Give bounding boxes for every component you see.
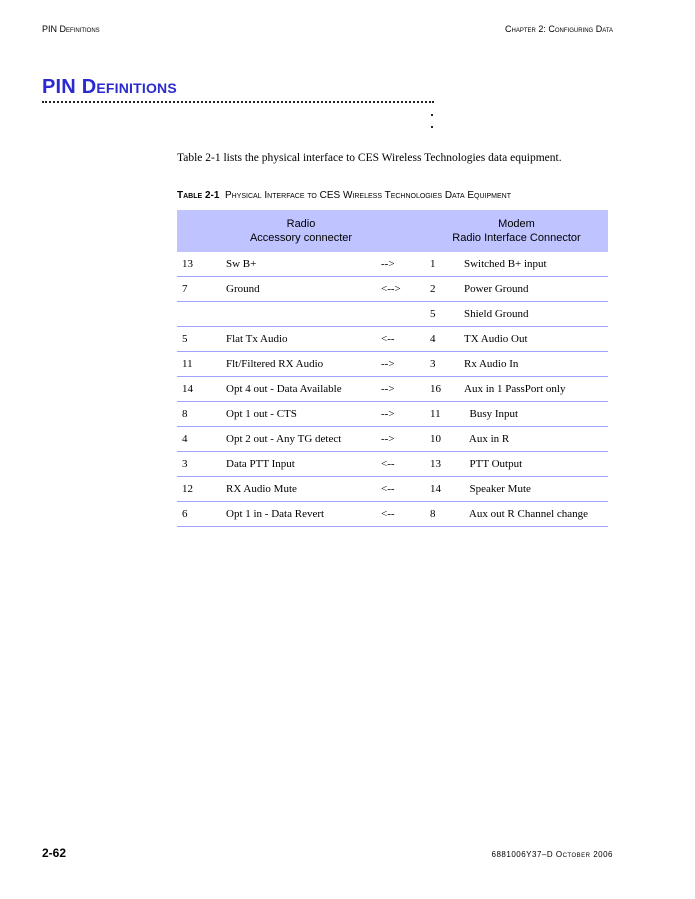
radio-signal-cell: Data PTT Input <box>221 452 376 477</box>
modem-signal-cell: PTT Output <box>459 452 608 477</box>
table-row <box>177 327 608 352</box>
table-body <box>177 252 608 527</box>
table-caption-number: Table 2-1 <box>177 190 220 201</box>
table-row <box>177 377 608 402</box>
radio-signal-cell: Opt 1 in - Data Revert <box>221 502 376 527</box>
radio-pin-cell: 4 <box>177 427 221 452</box>
radio-signal-cell: Ground <box>221 277 376 302</box>
modem-signal-cell: Speaker Mute <box>459 477 608 502</box>
header-modem <box>425 210 608 252</box>
direction-cell: <-- <box>376 502 425 527</box>
running-header-chapter: Chapter 2: Configuring Data <box>505 24 613 34</box>
direction-cell: <--> <box>376 277 425 302</box>
running-header-section: PIN Definitions <box>42 24 100 34</box>
header-radio <box>177 210 425 252</box>
table-row <box>177 252 608 277</box>
radio-pin-cell: 3 <box>177 452 221 477</box>
modem-signal-cell: Shield Ground <box>459 302 608 327</box>
modem-pin-cell: 1 <box>425 252 459 277</box>
modem-signal-cell: Power Ground <box>459 277 608 302</box>
radio-pin-cell: 8 <box>177 402 221 427</box>
table-header-row <box>177 210 608 252</box>
radio-pin-cell <box>177 302 221 327</box>
modem-pin-cell: 5 <box>425 302 459 327</box>
table-caption <box>177 190 511 201</box>
radio-signal-cell: Sw B+ <box>221 252 376 277</box>
modem-pin-cell: 2 <box>425 277 459 302</box>
modem-pin-cell: 4 <box>425 327 459 352</box>
table-row <box>177 277 608 302</box>
modem-signal-cell: Aux in 1 PassPort only <box>459 377 608 402</box>
modem-pin-cell: 8 <box>425 502 459 527</box>
header-radio-line1: Radio <box>286 218 316 230</box>
direction-cell: <-- <box>376 327 425 352</box>
rule-dot <box>431 126 433 128</box>
header-modem-line2: Radio Interface Connector <box>452 232 581 244</box>
modem-signal-cell: Aux out R Channel change <box>459 502 608 527</box>
intro-paragraph: Table 2-1 lists the physical interface to CES Wireless Technologies data equipment. <box>177 152 562 164</box>
table-row <box>177 427 608 452</box>
section-title: PIN Definitions <box>42 76 177 98</box>
page-number: 2-62 <box>42 846 67 860</box>
direction-cell: --> <box>376 352 425 377</box>
modem-pin-cell: 11 <box>425 402 459 427</box>
direction-cell: --> <box>376 402 425 427</box>
radio-pin-cell: 13 <box>177 252 221 277</box>
modem-signal-cell: TX Audio Out <box>459 327 608 352</box>
radio-pin-cell: 11 <box>177 352 221 377</box>
direction-cell: <-- <box>376 452 425 477</box>
radio-pin-cell: 5 <box>177 327 221 352</box>
table-row <box>177 477 608 502</box>
radio-pin-cell: 12 <box>177 477 221 502</box>
radio-pin-cell: 6 <box>177 502 221 527</box>
rule-dot <box>431 114 433 116</box>
title-dotted-rule <box>42 101 434 103</box>
radio-signal-cell: Opt 4 out - Data Available <box>221 377 376 402</box>
modem-signal-cell: Switched B+ input <box>459 252 608 277</box>
radio-signal-cell <box>221 302 376 327</box>
modem-pin-cell: 14 <box>425 477 459 502</box>
pin-definitions-table <box>177 210 608 527</box>
direction-cell: --> <box>376 252 425 277</box>
table-row <box>177 452 608 477</box>
modem-signal-cell: Rx Audio In <box>459 352 608 377</box>
header-modem-line1: Modem <box>498 218 535 230</box>
direction-cell: --> <box>376 377 425 402</box>
radio-signal-cell: RX Audio Mute <box>221 477 376 502</box>
modem-pin-cell: 3 <box>425 352 459 377</box>
radio-signal-cell: Opt 1 out - CTS <box>221 402 376 427</box>
radio-signal-cell: Flt/Filtered RX Audio <box>221 352 376 377</box>
document-id: 6881006Y37–D October 2006 <box>491 850 613 859</box>
table-row <box>177 502 608 527</box>
direction-cell <box>376 302 425 327</box>
table-row <box>177 302 608 327</box>
radio-pin-cell: 14 <box>177 377 221 402</box>
modem-pin-cell: 13 <box>425 452 459 477</box>
table-row <box>177 402 608 427</box>
direction-cell: --> <box>376 427 425 452</box>
header-radio-line2: Accessory connecter <box>249 232 353 244</box>
table-row <box>177 352 608 377</box>
radio-signal-cell: Flat Tx Audio <box>221 327 376 352</box>
modem-pin-cell: 16 <box>425 377 459 402</box>
direction-cell: <-- <box>376 477 425 502</box>
modem-signal-cell: Aux in R <box>459 427 608 452</box>
modem-signal-cell: Busy Input <box>459 402 608 427</box>
radio-signal-cell: Opt 2 out - Any TG detect <box>221 427 376 452</box>
table-caption-text: Physical Interface to CES Wireless Technologies Data Equipment <box>224 190 512 201</box>
radio-pin-cell: 7 <box>177 277 221 302</box>
modem-pin-cell: 10 <box>425 427 459 452</box>
